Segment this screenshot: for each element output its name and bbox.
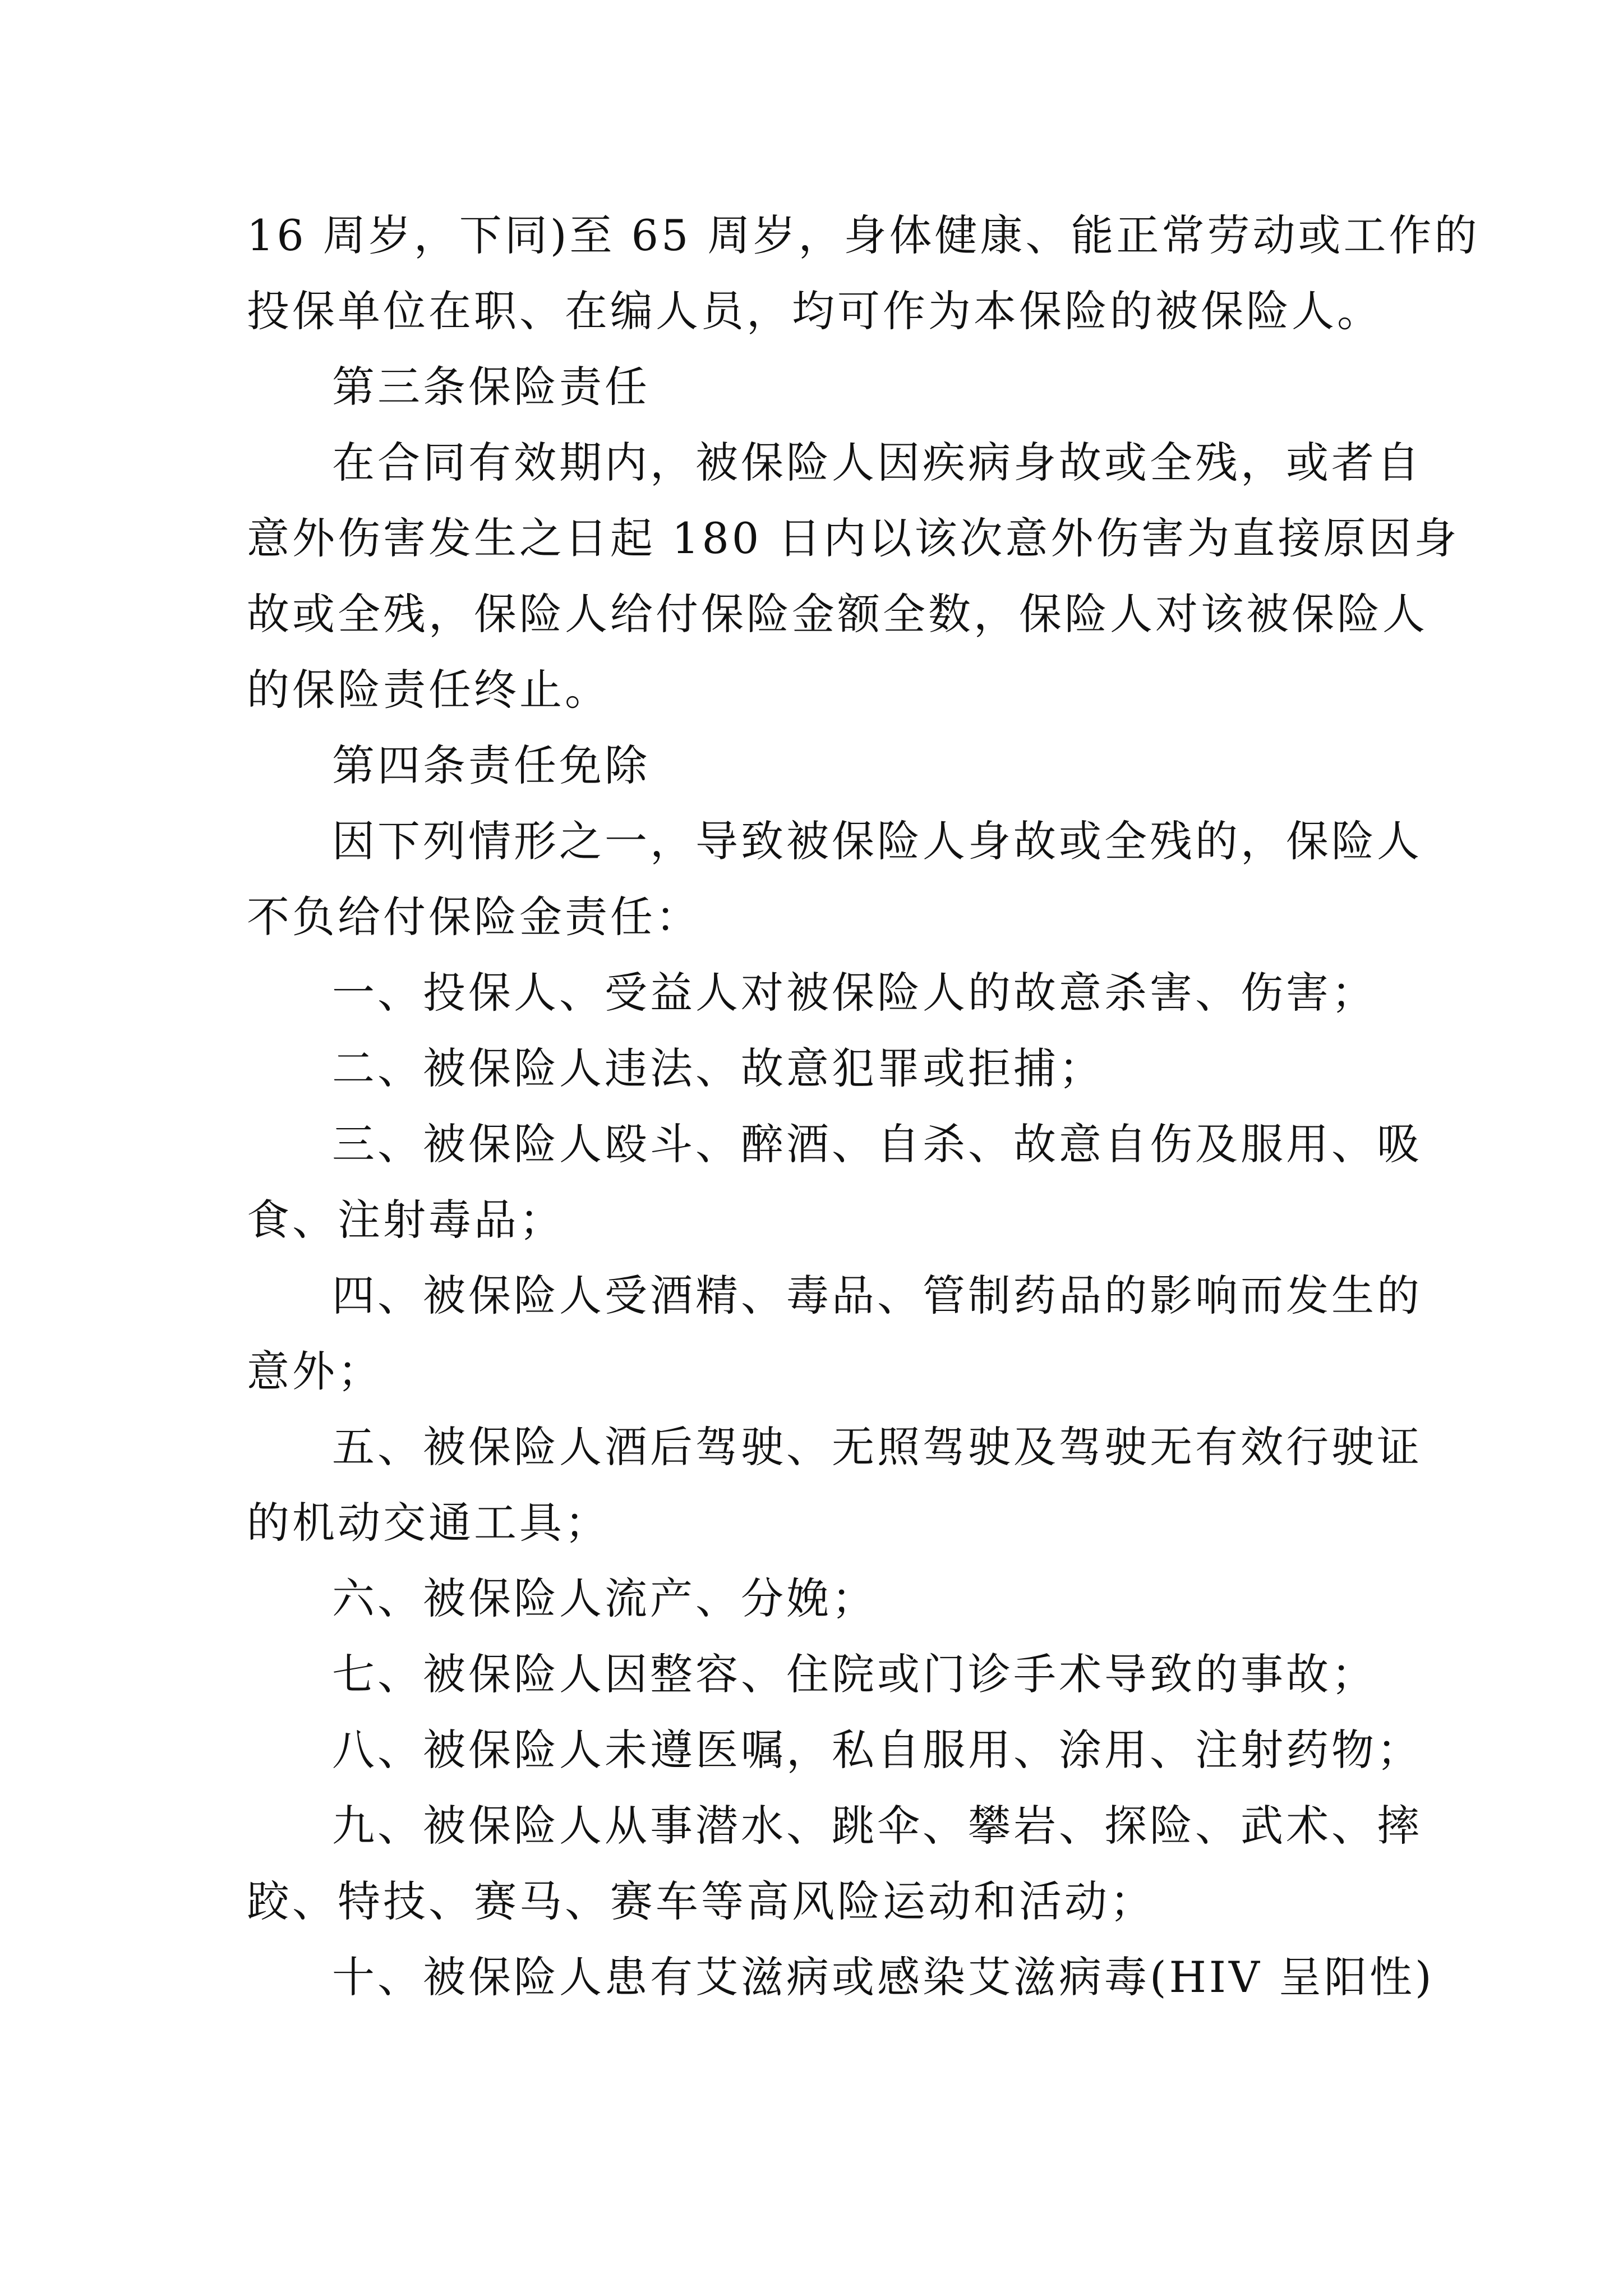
list-item-8: 八、被保险人未遵医嘱，私自服用、涂用、注射药物； [332, 1725, 1422, 1775]
list-item-5: 五、被保险人酒后驾驶、无照驾驶及驾驶无有效行驶证 [332, 1422, 1422, 1472]
list-item-1: 一、投保人、受益人对被保险人的故意杀害、伤害； [332, 968, 1377, 1018]
text-line: 的保险责任终止。 [247, 665, 610, 715]
list-item-5-continuation: 的机动交通工具； [247, 1498, 610, 1548]
paragraph-line: 在合同有效期内，被保险人因疾病身故或全残，或者自 [332, 438, 1422, 487]
text-line: 不负给付保险金责任： [247, 892, 701, 942]
list-item-9-continuation: 跤、特技、赛马、赛车等高风险运动和活动； [247, 1876, 1155, 1926]
list-item-4: 四、被保险人受酒精、毒品、管制药品的影响而发生的 [332, 1271, 1422, 1320]
list-item-9: 九、被保险人从事潜水、跳伞、攀岩、探险、武术、摔 [332, 1801, 1422, 1851]
list-item-3-continuation: 食、注射毒品； [247, 1195, 565, 1245]
section-heading-article-4: 第四条责任免除 [332, 740, 650, 790]
text-line: 投保单位在职、在编人员，均可作为本保险的被保险人。 [247, 286, 1382, 336]
list-item-10: 十、被保险人患有艾滋病或感染艾滋病毒(HIV 呈阳性) [332, 1952, 1435, 2002]
list-item-7: 七、被保险人因整容、住院或门诊手术导致的事故； [332, 1649, 1377, 1699]
text-line: 意外伤害发生之日起 180 日内以该次意外伤害为直接原因身 [247, 513, 1460, 563]
list-item-3: 三、被保险人殴斗、醉酒、自杀、故意自伤及服用、吸 [332, 1119, 1422, 1169]
list-item-6: 六、被保险人流产、分娩； [332, 1573, 877, 1623]
list-item-2: 二、被保险人违法、故意犯罪或拒捕； [332, 1043, 1104, 1093]
text-line-continuation: 16 周岁，下同)至 65 周岁，身体健康、能正常劳动或工作的 [247, 210, 1480, 260]
list-item-4-continuation: 意外； [247, 1346, 383, 1396]
paragraph-line: 因下列情形之一，导致被保险人身故或全残的，保险人 [332, 816, 1422, 866]
text-line: 故或全残，保险人给付保险金额全数，保险人对该被保险人 [247, 589, 1428, 639]
section-heading-article-3: 第三条保险责任 [332, 362, 650, 412]
